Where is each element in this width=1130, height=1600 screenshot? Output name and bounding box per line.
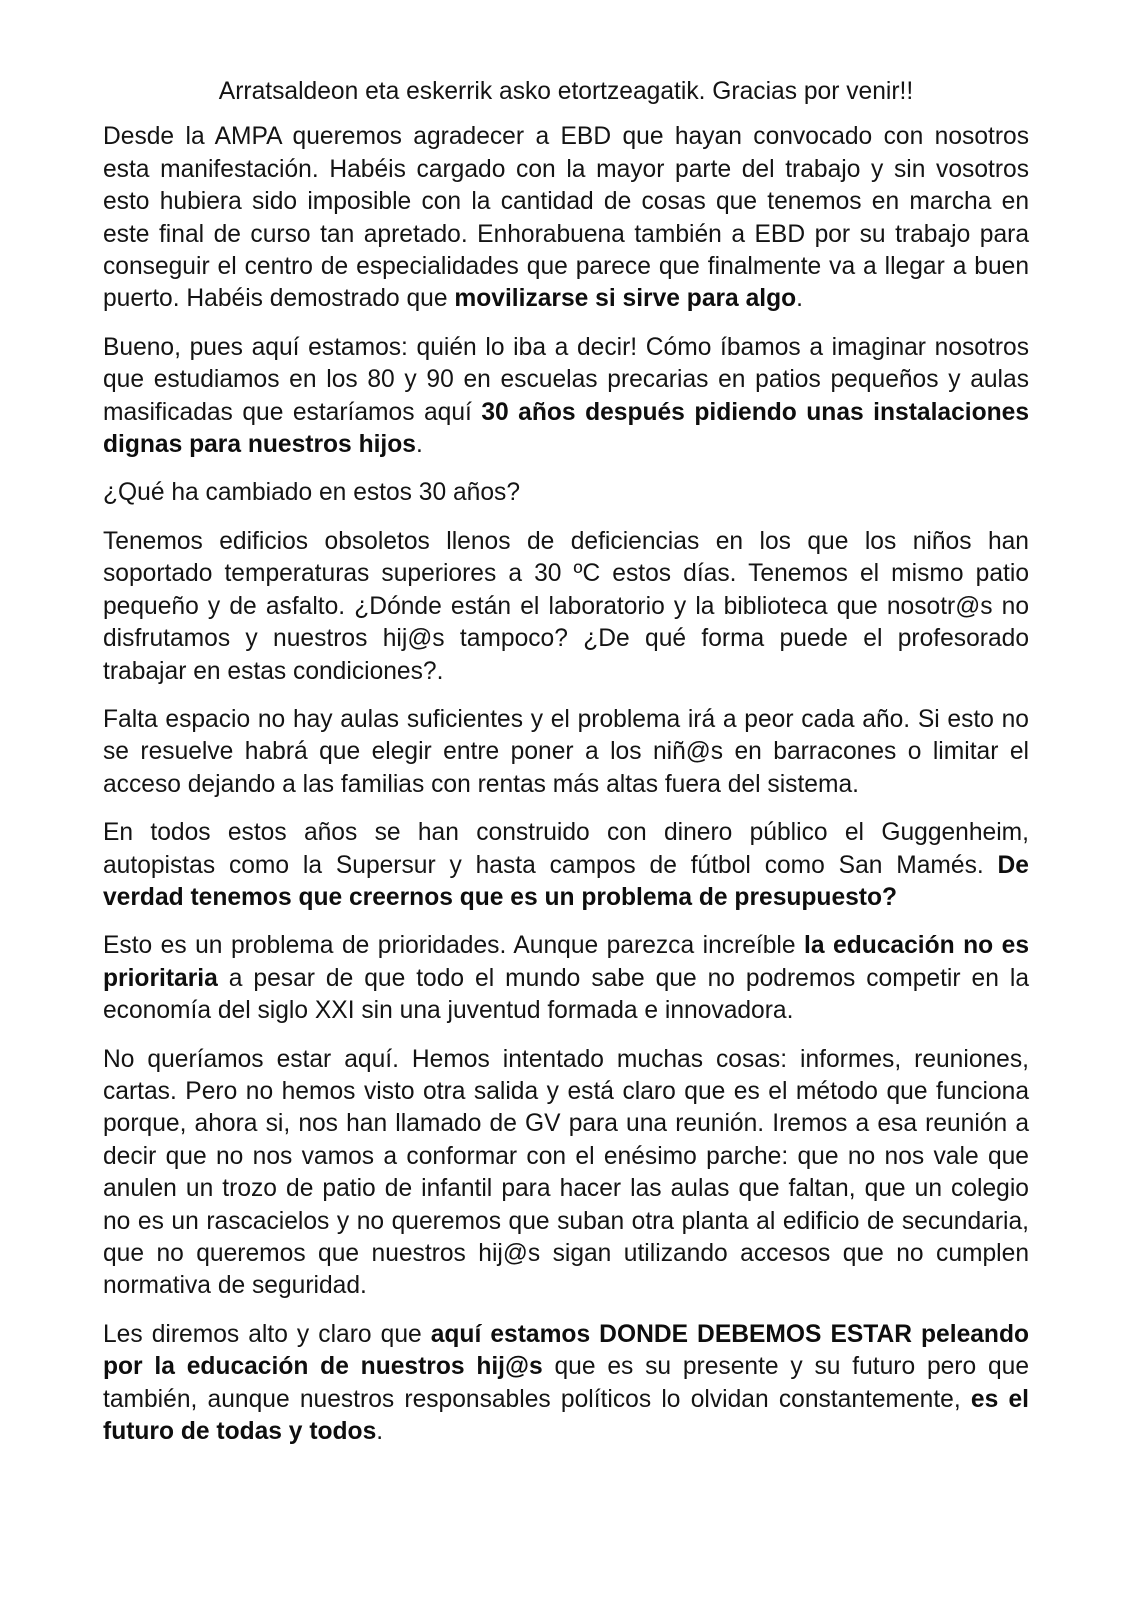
paragraph-space: Falta espacio no hay aulas suficientes y el problema irá a peor cada año. Si esto no se resuelve habrá que elegir entre poner a los niñ@s en barracones o limitar el acceso dejando a las familias con rentas más altas fuera del sistema. (103, 705, 1029, 798)
paragraph-thanks (103, 121, 1029, 315)
paragraph-text: que es su presente y su futuro pero que también, aunque nuestros responsables políticos lo olvidan constantemente, (103, 1353, 1030, 1413)
bold-text: movilizarse si sirve para algo (454, 285, 797, 313)
bold-text: De verdad tenemos que creernos que es un problema de presupuesto? (103, 851, 1029, 911)
paragraph-text: Les diremos alto y claro que (103, 1320, 431, 1348)
document-page (103, 76, 1029, 1464)
paragraph-text: Desde la AMPA queremos agradecer a EBD que hayan convocado con nosotros esta manifestación. Habéis cargado con la mayor parte del trabajo y sin vosotros esto hubiera sido imposible con la cantidad de cosas que tenemos en marcha en este final de curso tan apretado. Enhorabuena también a EBD por su trabajo para conseguir el centro de especialidades que parece que finalmente va a llegar a buen puerto. Habéis demostrado que (103, 123, 1029, 313)
bold-text: es el futuro de todas y todos (103, 1385, 1030, 1446)
bold-text: aquí estamos DONDE DEBEMOS ESTAR peleando por la educación de nuestros hij@s (103, 1320, 1029, 1381)
paragraph-text: Esto es un problema de prioridades. Aunque parezca increíble (103, 932, 805, 960)
paragraph-text: . (796, 285, 803, 313)
paragraph-meeting: No queríamos estar aquí. Hemos intentado muchas cosas: informes, reuniones, cartas. Pero no hemos visto otra salida y está claro que es el método que funciona porque, ahora si, nos han llamado de GV para una reunión. Iremos a esa reunión a decir que no nos vamos a conformar con el enésimo parche: que no nos vale que anulen un trozo de patio de infantil para hacer las aulas que faltan, que un colegio no es un rascacielos y no queremos que suban otra planta al edificio de secundaria, que no queremos que nuestros hij@s sigan utilizando accesos que no cumplen normativa de seguridad. (103, 1045, 1029, 1300)
paragraph-here-we-are (103, 332, 1029, 462)
paragraph-closing (103, 1319, 1029, 1449)
greeting-line: Arratsaldeon eta eskerrik asko etortzeagatik. Gracias por venir!! (218, 78, 914, 105)
paragraph-text: . (415, 431, 423, 459)
paragraph-text: . (376, 1418, 384, 1446)
paragraph-budget (103, 817, 1029, 914)
paragraph-text: Bueno, pues aquí estamos: quién lo iba a decir! Cómo íbamos a imaginar nosotros que estudiamos en los 80 y 90 en escuelas precarias en patios pequeños y aulas masificadas que estaríamos aquí (103, 333, 1029, 426)
bold-text: la educación no es prioritaria (103, 932, 1030, 992)
bold-text: 30 años después pidiendo unas instalaciones dignas para nuestros hijos (103, 398, 1029, 459)
paragraph-question: ¿Qué ha cambiado en estos 30 años? (103, 479, 521, 507)
paragraph-priorities (103, 930, 1029, 1027)
paragraph-text: a pesar de que todo el mundo sabe que no podremos competir en la economía del siglo XXI sin una juventud formada e innovadora. (103, 964, 1029, 1025)
paragraph-buildings: Tenemos edificios obsoletos llenos de deficiencias en los que los niños han soportado temperaturas superiores a 30 ºC estos días. Tenemos el mismo patio pequeño y de asfalto. ¿Dónde están el laboratorio y la biblioteca que nosotr@s no disfrutamos y nuestros hij@s tampoco? ¿De qué forma puede el profesorado trabajar en estas condiciones?. (103, 527, 1029, 685)
paragraph-text: En todos estos años se han construido con dinero público el Guggenheim, autopistas como la Supersur y hasta campos de fútbol como San Mamés. (103, 819, 1029, 879)
